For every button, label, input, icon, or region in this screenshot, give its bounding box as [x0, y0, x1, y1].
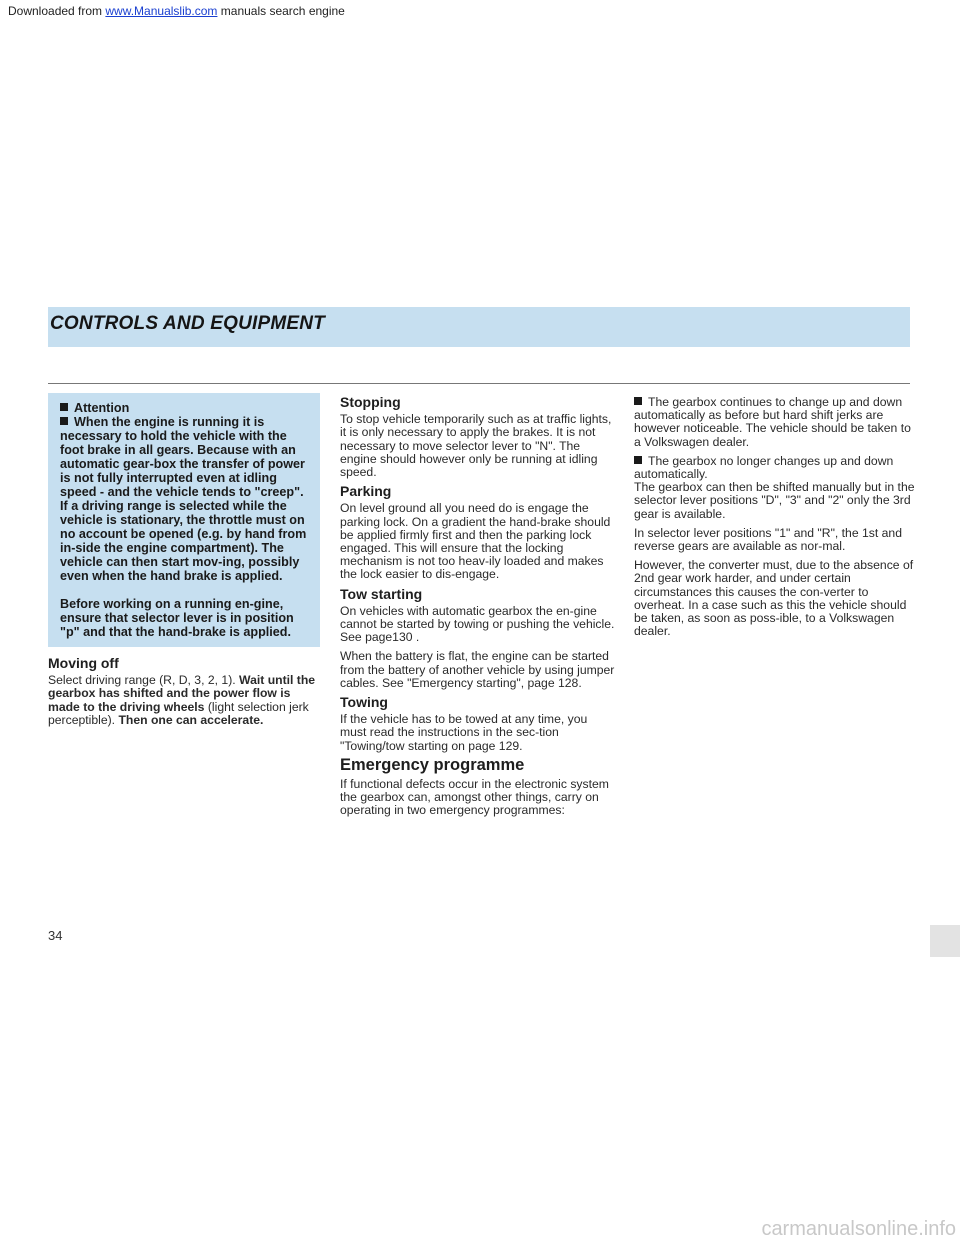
- download-source-line: [8, 4, 345, 18]
- column-right: [634, 396, 920, 644]
- attention-heading-line: Attention: [60, 401, 310, 415]
- attention-warning-1: When the engine is running it is necessary to hold the vehicle with the foot brake in all gears. Because with an automatic gear-box the transfer of power is not fully interrupted even at idling speed - and the vehicle tends to "creep".: [60, 415, 305, 499]
- section-title: CONTROLS AND EQUIPMENT: [50, 313, 325, 334]
- parking-heading: Parking: [340, 483, 392, 500]
- attention-box: [48, 393, 320, 647]
- bullet-square-icon: [60, 403, 68, 411]
- column-middle: [340, 396, 616, 824]
- stopping-text: To stop vehicle temporarily such as at traffic lights, it is only necessary to apply the brakes. It is not necessary to move selector lever to "N". The engine should however only be running at idling speed.: [340, 412, 612, 480]
- parking-text: On level ground all you need do is engage the parking lock. On a gradient the hand-brake should be applied firmly first and then the parking lock engaged. This will ensure that the locking mechanism is not too heav-ily loaded and makes the lock easier to dis-engage.: [340, 501, 611, 582]
- selector-positions-text: In selector lever positions "1" and "R", the 1st and reverse gears are available as nor-mal.: [634, 525, 902, 554]
- moving-off-text: Select driving range (R, D, 3, 2, 1). Wait until the gearbox has shifted and the power flow is made to the driving wheels (light selection jerk perceptible). Then one can accelerate.: [48, 673, 316, 727]
- emergency-heading: Emergency programme: [340, 755, 525, 774]
- stopping-heading: Stopping: [340, 394, 401, 410]
- moving-off-heading: Moving off: [48, 655, 119, 671]
- tow-starting-text-1: On vehicles with automatic gearbox the en-gine cannot be started by towing or pushing the vehicle. See page130 .: [340, 603, 615, 645]
- manual-shift-text: The gearbox can then be shifted manually but in the selector lever positions "D", "3" and "2" only the 3rd gear is available.: [634, 480, 915, 521]
- towing-text: If the vehicle has to be towed at any time, you must read the instructions in the sec-tion "Towing/tow starting on page 129.: [340, 712, 588, 753]
- programme-2-text: The gearbox no longer changes up and down automatically.: [634, 453, 894, 482]
- tow-starting-heading: Tow starting: [340, 585, 423, 602]
- source-suffix: manuals search engine: [217, 4, 345, 18]
- emergency-text: If functional defects occur in the electronic system the gearbox can, amongst other things, carry on operating in two emergency programmes:: [340, 777, 609, 818]
- bullet-square-icon: [60, 417, 68, 425]
- converter-text: However, the converter must, due to the absence of 2nd gear work harder, and under certain circumstances this causes the con-verter to overheat. In a case such as this the vehicle should be taken, as soon as poss-ible, to a Volkswagen dealer.: [634, 558, 914, 639]
- page-number: 34: [48, 928, 63, 943]
- tow-starting-text-2: When the battery is flat, the engine can be started from the battery of another vehicle by using jumper cables. See "Emergency starting", page 128.: [340, 649, 615, 690]
- programme-1-text: The gearbox continues to change up and down automatically as before but hard shift jerks are however noticeable. The vehicle should be taken to a Volkswagen dealer.: [634, 395, 911, 449]
- bullet-square-icon: [634, 456, 642, 464]
- footer-watermark: carmanualsonline.info: [761, 1218, 956, 1240]
- source-prefix: Downloaded from: [8, 4, 106, 18]
- header-rule: [48, 383, 910, 384]
- towing-heading: Towing: [340, 694, 388, 711]
- chapter-tab-marker: [930, 925, 960, 957]
- attention-warning-2: If a driving range is selected while the vehicle is stationary, the throttle must on no account be opened (e.g. by hand from in-side the engine compartment). The vehicle can then start mov-ing, possibly even when the hand brake is applied.: [60, 499, 307, 583]
- manualslib-link[interactable]: www.Manualslib.com: [105, 4, 218, 18]
- attention-warning-3: Before working on a running en-gine, ensure that selector lever is in position "p" and that the hand-brake is applied.: [60, 597, 294, 639]
- column-left: [48, 393, 320, 733]
- bullet-square-icon: [634, 397, 642, 405]
